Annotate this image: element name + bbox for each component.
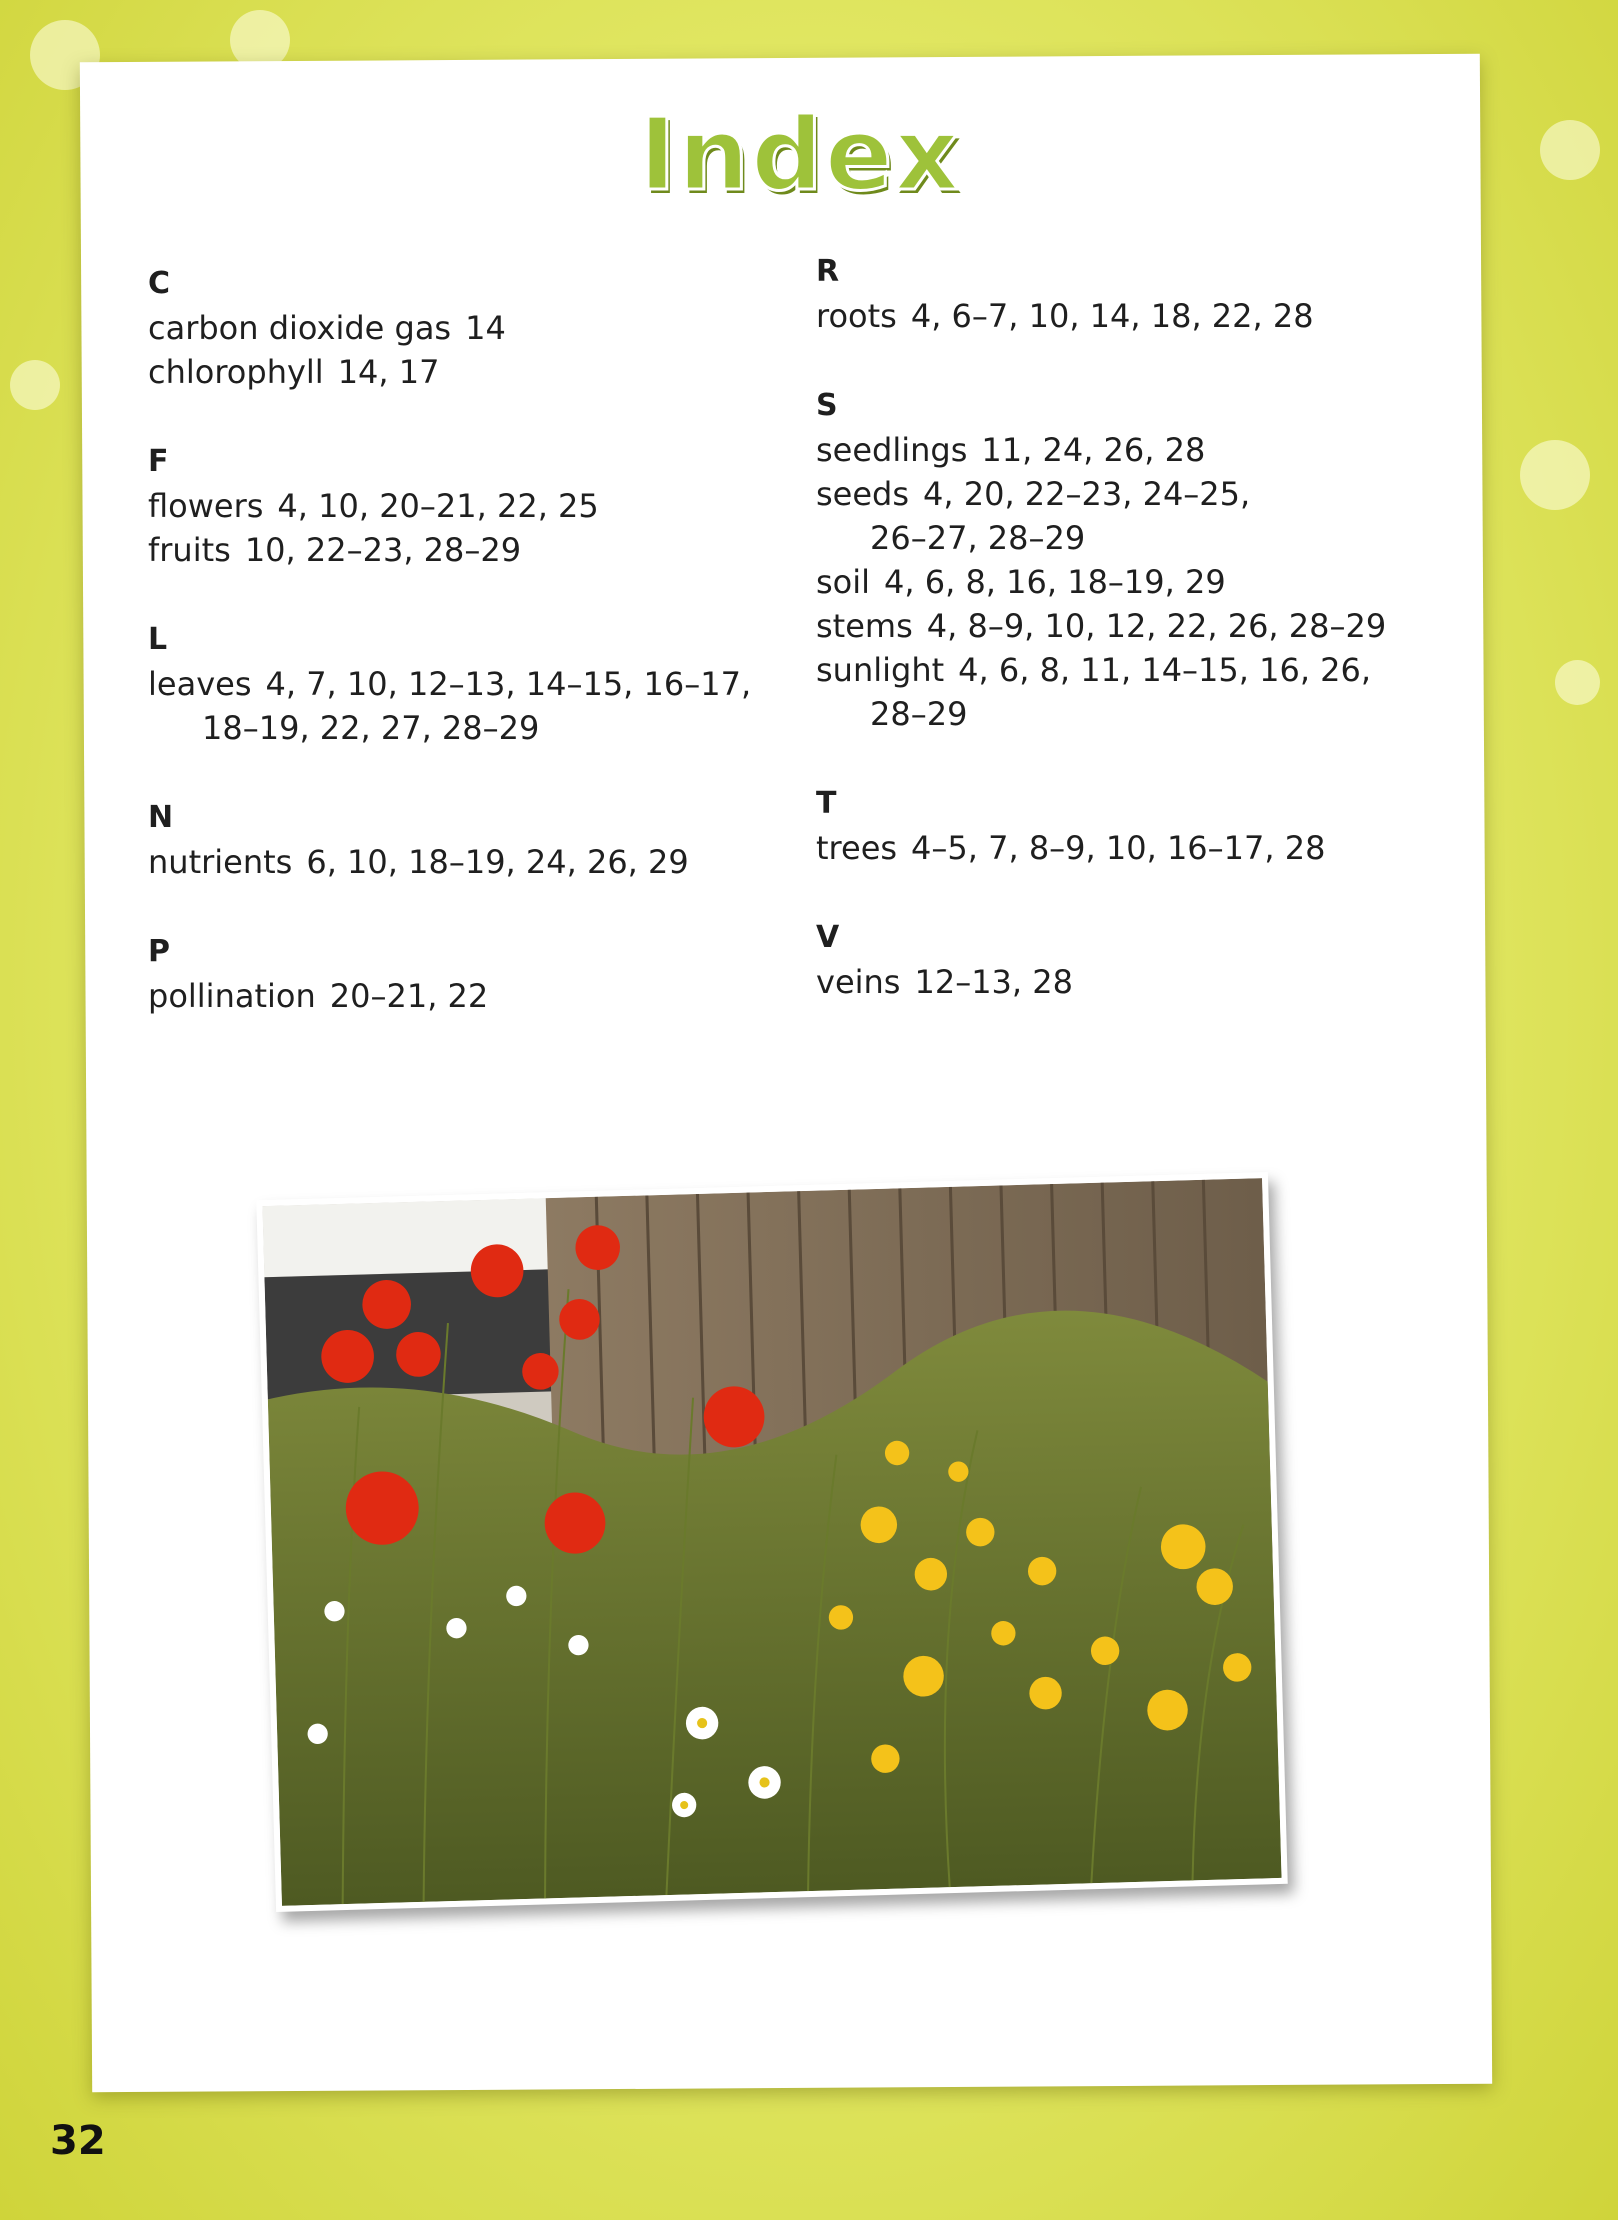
index-pages: 4, 20, 22–23, 24–25, <box>923 475 1251 513</box>
section-letter: R <box>816 254 840 289</box>
index-column-left <box>148 262 788 1064</box>
page-title: Index <box>638 96 962 213</box>
index-entry <box>816 428 1456 472</box>
index-entry <box>816 294 1456 338</box>
index-term: pollination <box>148 977 316 1015</box>
index-pages: 4–5, 7, 8–9, 10, 16–17, 28 <box>911 829 1326 867</box>
index-section <box>148 440 788 572</box>
index-term: trees <box>816 829 898 867</box>
bokeh-light <box>1540 120 1600 180</box>
index-section <box>148 618 788 750</box>
index-section <box>148 930 788 1018</box>
index-entry <box>816 826 1456 870</box>
index-term: seeds <box>816 475 910 513</box>
index-pages: 4, 6, 8, 16, 18–19, 29 <box>884 563 1226 601</box>
index-term: leaves <box>148 665 252 703</box>
index-term: stems <box>816 607 913 645</box>
index-entry <box>148 840 788 884</box>
index-section <box>816 916 1456 1004</box>
index-pages: 4, 6–7, 10, 14, 18, 22, 28 <box>910 297 1314 335</box>
index-term: soil <box>816 563 871 601</box>
index-pages: 4, 7, 10, 12–13, 14–15, 16–17, <box>265 665 752 703</box>
section-letter: V <box>816 920 840 955</box>
index-pages-continued: 18–19, 22, 27, 28–29 <box>202 709 540 747</box>
index-term: roots <box>816 297 897 335</box>
index-term: sunlight <box>816 651 945 689</box>
index-pages-continued: 26–27, 28–29 <box>870 519 1086 557</box>
section-letter: T <box>816 786 837 821</box>
index-entry <box>148 974 788 1018</box>
index-section <box>148 262 788 394</box>
index-column-right <box>816 250 1456 1050</box>
index-entry <box>816 648 1456 736</box>
index-section <box>816 384 1456 736</box>
wildflower-photo-frame <box>256 1172 1287 1912</box>
index-entry <box>816 472 1456 560</box>
index-pages-continued: 28–29 <box>870 695 968 733</box>
index-pages: 12–13, 28 <box>914 963 1073 1001</box>
index-term: carbon dioxide gas <box>148 309 452 347</box>
index-section <box>816 250 1456 338</box>
section-letter: N <box>148 800 174 835</box>
index-entry <box>148 484 788 528</box>
index-term: nutrients <box>148 843 293 881</box>
index-entry <box>816 960 1456 1004</box>
index-term: chlorophyll <box>148 353 324 391</box>
index-entry <box>148 528 788 572</box>
index-pages: 6, 10, 18–19, 24, 26, 29 <box>306 843 689 881</box>
bokeh-light <box>10 360 60 410</box>
section-letter: L <box>148 622 168 657</box>
index-pages: 14 <box>465 309 506 347</box>
index-pages: 4, 6, 8, 11, 14–15, 16, 26, <box>958 651 1372 689</box>
index-entry <box>148 306 788 350</box>
section-letter: F <box>148 444 169 479</box>
page-number: 32 <box>50 2118 106 2164</box>
index-term: fruits <box>148 531 231 569</box>
section-letter: C <box>148 266 171 301</box>
index-section <box>816 782 1456 870</box>
index-term: seedlings <box>816 431 968 469</box>
index-term: veins <box>816 963 901 1001</box>
index-entry <box>816 560 1456 604</box>
bokeh-light <box>1520 440 1590 510</box>
index-entry <box>148 662 788 750</box>
bokeh-light <box>1555 660 1600 705</box>
index-pages: 4, 10, 20–21, 22, 25 <box>277 487 599 525</box>
index-entry <box>148 350 788 394</box>
section-letter: S <box>816 388 838 423</box>
index-pages: 20–21, 22 <box>329 977 489 1015</box>
index-term: flowers <box>148 487 264 525</box>
index-entry <box>816 604 1456 648</box>
index-pages: 11, 24, 26, 28 <box>981 431 1206 469</box>
index-pages: 10, 22–23, 28–29 <box>244 531 522 569</box>
index-section <box>148 796 788 884</box>
index-pages: 14, 17 <box>337 353 440 391</box>
wildflower-photo <box>262 1178 1281 1906</box>
section-letter: P <box>148 934 170 969</box>
index-pages: 4, 8–9, 10, 12, 22, 26, 28–29 <box>926 607 1387 645</box>
